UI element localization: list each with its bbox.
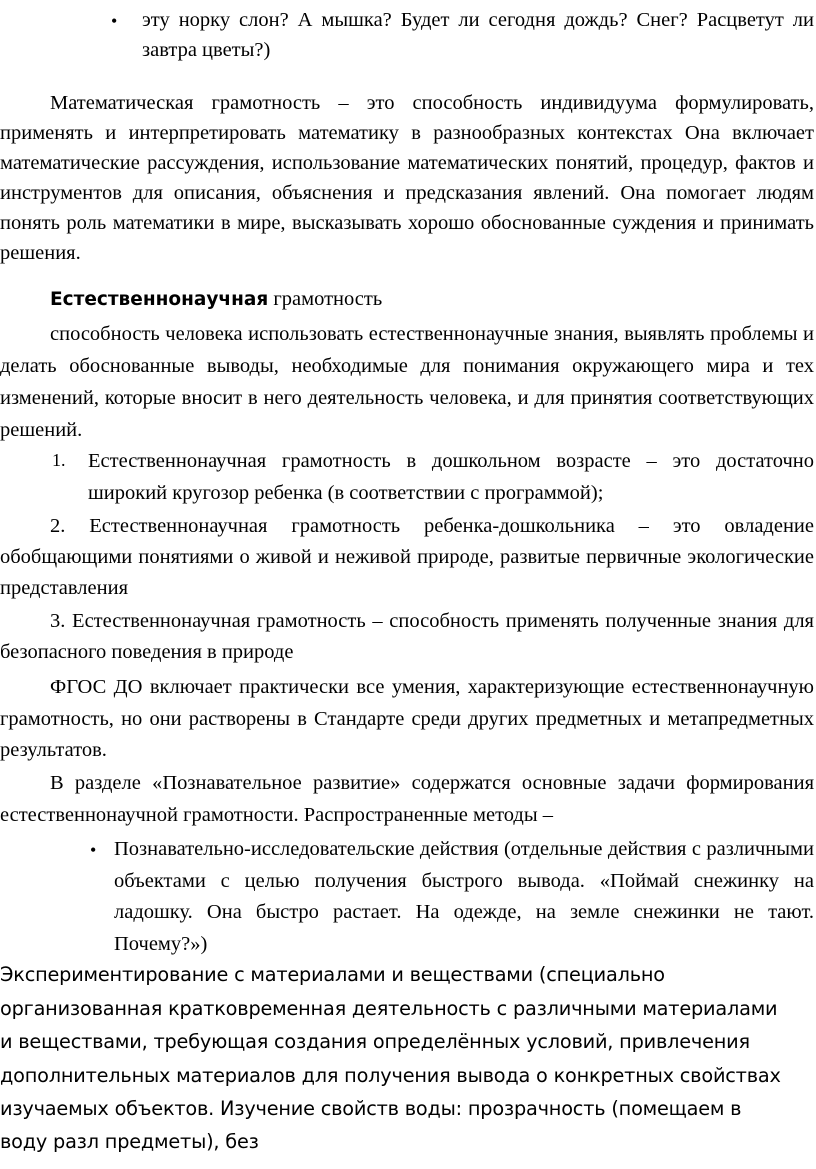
- paragraph-fgos: ФГОС ДО включает практически все умения, характеризующие естественнонаучную грамотность, но они растворены в Стандарте среди других предметных и метапредметных результатов.: [0, 676, 814, 761]
- sans-line: дополнительных материалов для получения вывода о конкретных свойствах: [0, 1064, 781, 1087]
- heading-bold: Естественнонаучная: [50, 289, 269, 310]
- list-item-3: 3. Естественнонаучная грамотность – способность применять полученные знания для безопасного поведения в природе: [0, 610, 814, 663]
- sans-line: Экспериментирование с материалами и веществами (специально: [0, 963, 665, 986]
- heading-science-literacy: [0, 284, 814, 315]
- paragraph-science-definition: способность человека использовать естественнонаучные знания, выявлять проблемы и делать обоснованные выводы, необходимые для понимания окружающего мира и тех изменений, которые вносит в него деятельность человека, и для принятия соответствующих решений.: [0, 323, 814, 441]
- bullet-text: Познавательно-исследовательские действия (отдельные действия с различными объектами с целью получения быстрого вывода. «Поймай снежинку на ладошку. Она быстро растает. На одежде, на земле снежинки не тают. Почему?»): [114, 838, 814, 955]
- bullet-icon: •: [111, 11, 118, 31]
- list-number: 1.: [52, 450, 66, 470]
- list-item-2: 2. Естественнонаучная грамотность ребенка-дошкольника – это овладение обобщающими понятиями о живой и неживой природе, развитые первичные экологические представления: [0, 515, 814, 599]
- sans-line: организованная кратковременная деятельность с различными материалами: [0, 997, 778, 1020]
- list-item-text: Естественнонаучная грамотность в дошкольном возрасте – это достаточно широкий кругозор ребенка (в соответствии с программой);: [88, 450, 814, 504]
- bullet-icon: •: [90, 840, 97, 860]
- paragraph-math-literacy: Математическая грамотность – это способность индивидуума формулировать, применять и интерпретировать математику в разнообразных контекстах Она включает математические рассуждения, использование математических понятий, процедур, фактов и инструментов для описания, объяснения и предсказания явлений. Она помогает людям понять роль математики в мире, высказывать хорошо обоснованные суждения и принимать решения.: [0, 92, 814, 264]
- sans-line: и веществами, требующая создания определённых условий, привлечения: [0, 1030, 750, 1053]
- sans-line: изучаемых объектов. Изучение свойств воды: прозрачность (помещаем в: [0, 1097, 742, 1120]
- paragraph-cognitive-section: В разделе «Познавательное развитие» содержатся основные задачи формирования естественнонаучной грамотности. Распространенные методы –: [0, 772, 814, 826]
- sans-line: воду разл предметы), без: [0, 1130, 259, 1153]
- bullet-text: эту норку слон? А мышка? Будет ли сегодня дождь? Снег? Расцветут ли завтра цветы?): [142, 9, 814, 61]
- heading-rest: грамотность: [268, 288, 383, 310]
